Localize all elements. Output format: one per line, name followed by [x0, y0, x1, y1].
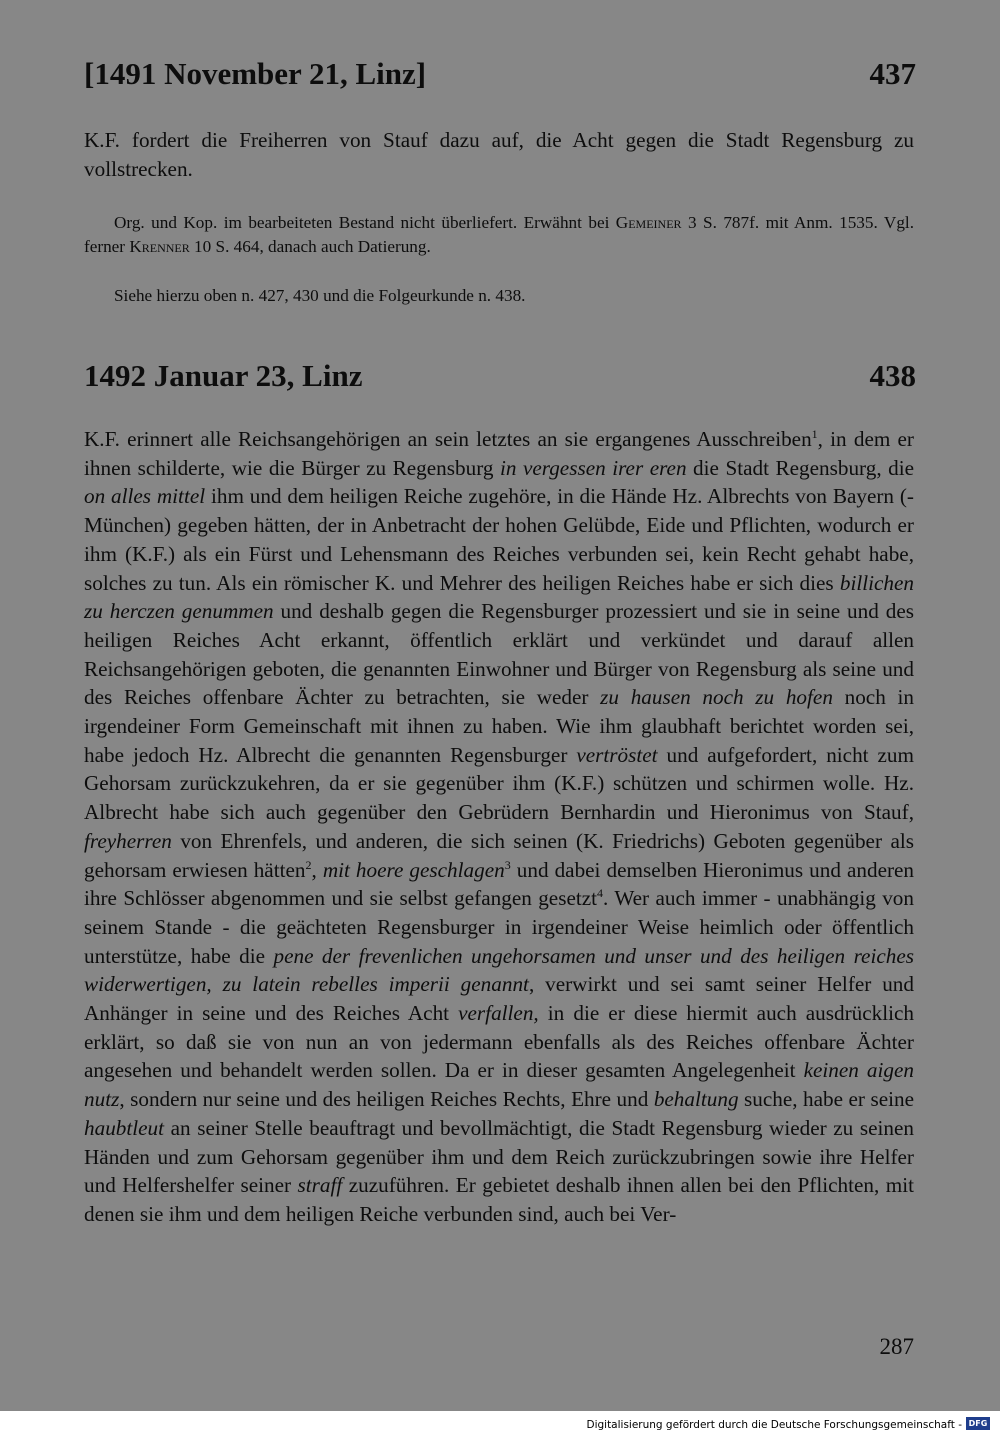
author-gemeiner: Gemeiner: [615, 213, 682, 232]
text-segment: die Stadt Regensburg, die: [686, 455, 915, 480]
text-segment: und aufgefordert, nicht zum Gehorsam zurückzukehren, da er sie gegenüber ihm (K.F.) schützen und schirmen wolle. Hz. Albrecht habe sich auch gegenüber den Gebrüdern Bernhardin und Hieronimus von Stauf,: [84, 742, 914, 825]
entry-number: 438: [869, 358, 916, 393]
quoted-source-term: haubtleut: [84, 1115, 165, 1140]
quoted-source-term: behaltung: [653, 1087, 739, 1112]
quoted-source-term: in vergessen irer eren: [499, 455, 687, 480]
text-segment: , sondern nur seine und des heiligen Reiches Rechts, Ehre und: [119, 1087, 654, 1112]
text-segment: zuzuführen. Er gebietet deshalb ihnen allen bei den Pflichten, mit denen sie ihm und dem heiligen Reiche verbunden sind, auch bei Ver-: [84, 1173, 915, 1226]
entry-date-place: 1492 Januar 23, Linz: [84, 358, 363, 393]
quoted-source-term: zu hausen noch zu hofen: [600, 685, 833, 710]
text-segment: . Wer auch immer - unabhängig von seinem Stande - die geächteten Regensburger in irgendeiner Weise heimlich oder öffentlich unterstütze, habe die: [84, 886, 914, 968]
text-segment: von Ehrenfels, und anderen, die sich seinen (K. Friedrichs) Geboten gegenüber als gehorsam erwiesen hätten: [84, 828, 914, 882]
footnote-marker: 1: [811, 427, 818, 441]
quoted-source-term: freyherren: [84, 828, 172, 853]
quoted-source-term: straff: [297, 1173, 343, 1198]
text-segment: an seiner Stelle beauftragt und bevollmächtigt, die Stadt Regensburg wieder zu seinen Händen und zum Gehorsam gegenüber ihm und dem Reich zurückzubringen sowie ihre Helfer und Helfershelfer seiner: [84, 1115, 914, 1198]
footnote-marker: 3: [504, 857, 511, 872]
footnote-marker: 4: [597, 886, 604, 901]
funding-credit: Digitalisierung gefördert durch die Deutsche Forschungsgemeinschaft -: [586, 1419, 962, 1431]
quoted-source-term: keinen aigen nutz: [84, 1058, 914, 1112]
source-note-437: [84, 211, 914, 259]
quoted-source-term: mit hoere geschlagen: [322, 857, 505, 882]
quoted-source-term: pene der frevenlichen ungehorsamen und unser und des heiligen reiches widerwertigen, zu latein rebelles imperii genannt: [84, 943, 914, 997]
text-segment: K.F. erinnert alle Reichsangehörigen an sein letztes an sie ergangenes Ausschreiben: [84, 427, 812, 451]
footer-bar: [0, 1411, 1000, 1439]
page-number: 287: [879, 1334, 914, 1359]
entry-number: 437: [869, 56, 916, 91]
text-segment: suche, habe er seine: [738, 1087, 914, 1112]
text-segment: ihm und dem heiligen Reiche zugehöre, in die Hände Hz. Albrechts von Bayern (-München) gegeben hätten, der in Anbetracht der hohen Gelübde, Eide und Pflichten, wodurch er ihm (K.F.) als ein Fürst und Lehensmann des Reiches verbunden sei, kein Recht gehabt habe, solches zu tun. Als ein römischer K. und Mehrer des heiligen Reiches habe er sich dies: [84, 484, 914, 595]
note-text: 10 S. 464, danach auch Datierung.: [189, 237, 431, 256]
text-segment: und dabei demselben Hieronimus und anderen ihre Schlösser abgenommen und sie selbst gefangen gesetzt: [84, 857, 915, 911]
entry-date-place: [1491 November 21, Linz]: [84, 56, 427, 91]
text-segment: in die er diese hiermit auch ausdrücklich erklärt, so daß sie von nun an von jedermann ebenfalls als des Reiches offenbare Ächter angesehen und behandelt werden sollen. Da er in dieser gesamten Angelegenheit: [84, 1001, 914, 1083]
entry-heading-437: [84, 58, 916, 89]
text-segment: , verwirkt und sei samt seiner Helfer und Anhänger in seine und des Reiches Acht: [84, 972, 914, 1026]
text-segment: noch in irgendeiner Form Gemeinschaft mit ihnen zu haben. Wie ihm glaubhaft berichtet worden sei, habe jedoch Hz. Albrecht die genannten Regensburger: [84, 685, 914, 767]
quoted-source-term: billichen zu herczen genummen: [84, 570, 914, 624]
note-text: Org. und Kop. im bearbeiteten Bestand nicht überliefert. Erwähnt bei: [114, 213, 616, 232]
note-text: 3 S. 787f. mit Anm. 1535. Vgl. ferner: [84, 213, 914, 256]
text-segment: und deshalb gegen die Regensburger prozessiert und sie in seine und des heiligen Reiches Acht erkannt, öffentlich erklärt und verkündet und darauf allen Reichsangehörigen geboten, die genannten Einwohner und Bürger von Regensburg als seine und des Reiches offenbare Ächter zu betrachten, sie weder: [84, 599, 914, 710]
quoted-source-term: vertröstet: [576, 742, 658, 767]
footnote-marker: 2: [305, 857, 312, 872]
regest-437: K.F. fordert die Freiherren von Stauf dazu auf, die Acht gegen die Stadt Regensburg zu vollstrecken.: [84, 128, 914, 181]
quoted-source-term: on alles mittel: [84, 484, 206, 509]
text-segment: , in dem er ihnen schilderte, wie die Bürger zu Regensburg: [84, 427, 914, 480]
text-segment: ,: [311, 857, 323, 882]
regest-438: [84, 425, 914, 1229]
crossref-note-437: Siehe hierzu oben n. 427, 430 und die Folgeurkunde n. 438.: [114, 286, 526, 305]
author-krenner: Krenner: [129, 237, 190, 256]
quoted-source-term: verfallen,: [458, 1001, 539, 1026]
entry-heading-438: [84, 360, 916, 391]
dfg-logo: DFG: [966, 1417, 990, 1430]
